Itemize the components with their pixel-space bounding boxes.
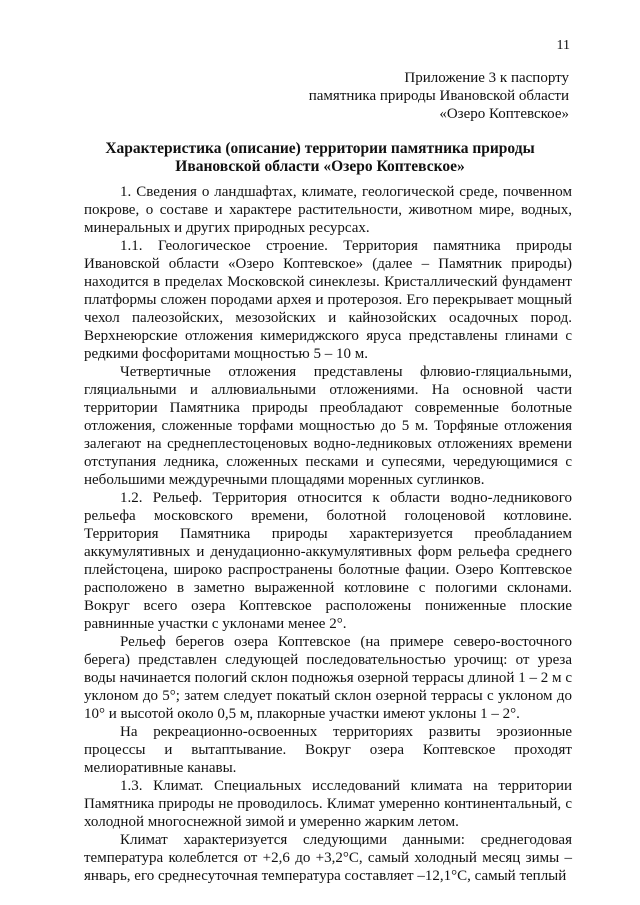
paragraph: Климат характеризуется следующими данными: среднегодовая температура колеблется от +2,6 до +3,2°С, самый холодный месяц зимы – январь, его среднесуточная температура составляет –12,1°С, самый теплый <box>84 832 572 884</box>
appendix-line-1: Приложение 3 к паспорту <box>404 70 569 86</box>
paragraph: 1.1. Геологическое строение. Территория памятника природы Ивановской области «Озеро Коптевское» (далее – Памятник природы) находится в пределах Московской синеклезы. Кристаллический фундамент платформы сложен породами архея и протерозоя. Его перекрывает мощный чехол палеозойских, мезозойских и кайнозойских осадочных пород. Верхнеюрские отложения кимериджского яруса представлены глинами с редкими фосфоритами мощностью 5 – 10 м. <box>84 238 572 362</box>
page-number: 11 <box>556 38 570 53</box>
appendix-header <box>309 69 569 123</box>
paragraph: 1.3. Климат. Специальных исследований климата на территории Памятника природы не проводилось. Климат умеренно континентальный, с холодной многоснежной зимой и умеренно жарким летом. <box>84 778 572 830</box>
document-title <box>70 140 570 176</box>
appendix-line-3: «Озеро Коптевское» <box>439 106 569 122</box>
document-body <box>84 183 572 885</box>
paragraph: 1. Сведения о ландшафтах, климате, геологической среде, почвенном покрове, о составе и характере растительности, животном мире, водных, минеральных и других природных ресурсах. <box>84 184 572 236</box>
paragraph: Четвертичные отложения представлены флювио-гляциальными, гляциальными и аллювиальными отложениями. На основной части территории Памятника природы преобладают современные болотные отложения, сложенные торфами мощностью до 5 м. Торфяные отложения залегают на среднеплестоценовых водно-ледниковых отложениях времени отступания ледника, сложенных песками и супесями, чередующимися с небольшими междуречными площадями моренных суглинков. <box>84 364 572 488</box>
title-line-1: Характеристика (описание) территории памятника природы <box>105 140 535 157</box>
paragraph: Рельеф берегов озера Коптевское (на примере северо-восточного берега) представлен следующей последовательностью урочищ: от уреза воды начинается пологий склон подножья озерной террасы длиной 1 – 2 м с уклоном до 5°; затем следует покатый склон озерной террасы с уклоном до 10° и высотой около 0,5 м, плакорные участки имеют уклоны 1 – 2°. <box>84 634 572 722</box>
paragraph: 1.2. Рельеф. Территория относится к области водно-ледникового рельефа московского времени, болотной голоценовой котловине. Территория Памятника природы характеризуется преобладанием аккумулятивных и денудационно-аккумулятивных форм рельефа среднего плейстоцена, широко распространены болотные фации. Озеро Коптевское расположено в заметно выраженной котловине с пологими склонами. Вокруг всего озера Коптевское расположены пониженные плоские равнинные участки с уклонами менее 2°. <box>84 490 572 632</box>
appendix-line-2: памятника природы Ивановской области <box>308 88 569 104</box>
title-line-2: Ивановской области «Озеро Коптевское» <box>175 158 465 175</box>
paragraph: На рекреационно-освоенных территориях развиты эрозионные процессы и вытаптывание. Вокруг озера Коптевское проходят мелиоративные канавы. <box>84 724 572 776</box>
